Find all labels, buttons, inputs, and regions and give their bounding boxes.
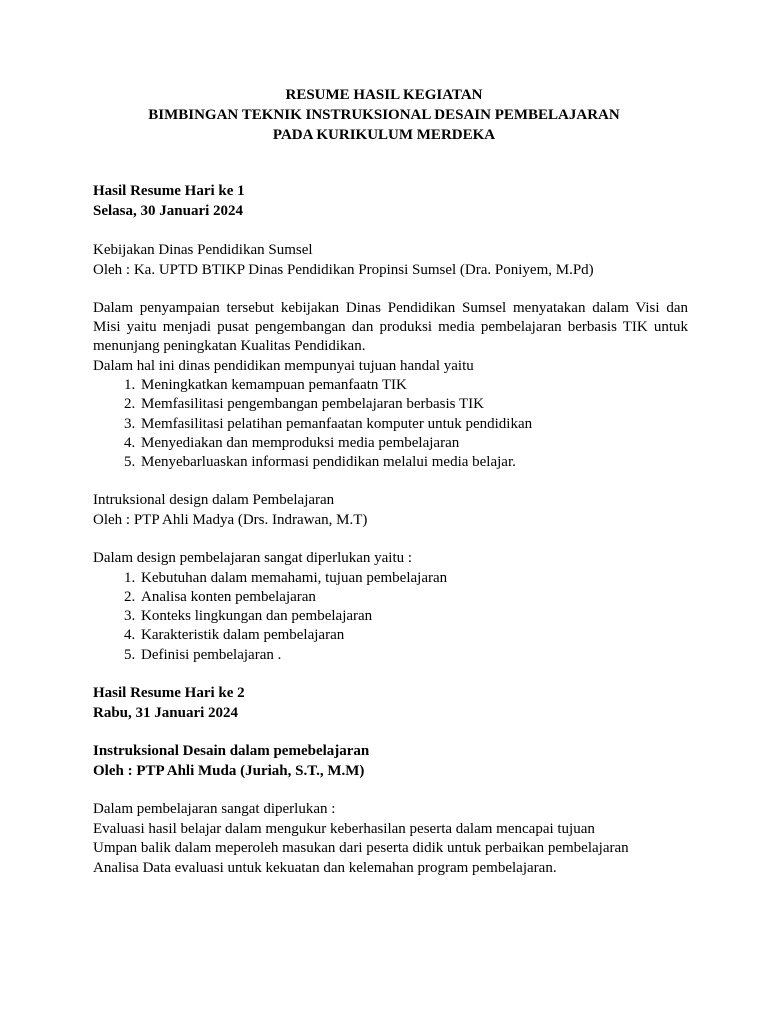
list-item: 3. Memfasilitasi pelatihan pemanfaatan komputer untuk pendidikan [139,415,688,434]
day2-topic1-line: Analisa Data evaluasi untuk kekuatan dan kelemahan program pembelajaran. [93,859,557,876]
title-line-1: RESUME HASIL KEGIATAN [285,87,483,103]
day1-header [93,182,688,221]
day1-topic2-body [93,549,688,665]
day1-date: Selasa, 30 Januari 2024 [93,202,244,219]
day2-header [93,684,688,723]
day1-topic2-intro: Dalam design pembelajaran sangat diperlukan yaitu : [93,550,413,566]
day1-topic2-list [93,569,688,665]
document-title [0,86,768,146]
day1-heading: Hasil Resume Hari ke 1 [93,183,245,199]
day1-topic1-intro: Dalam hal ini dinas pendidikan mempunyai tujuan handal yaitu [93,357,474,374]
day1-topic1-speaker: Oleh : Ka. UPTD BTIKP Dinas Pendidikan Propinsi Sumsel (Dra. Poniyem, M.Pd) [93,261,594,278]
list-item: 4. Karakteristik dalam pembelajaran [139,626,688,645]
list-item: 5. Menyebarluaskan informasi pendidikan melalui media belajar. [139,453,688,472]
day2-date: Rabu, 31 Januari 2024 [93,704,239,721]
list-item: 1. Kebutuhan dalam memahami, tujuan pembelajaran [139,569,688,588]
day2-heading: Hasil Resume Hari ke 2 [93,685,245,701]
day2-topic1-line: Umpan balik dalam meperoleh masukan dari peserta didik untuk perbaikan pembelajaran [93,840,629,856]
day1-topic1-header [93,241,688,280]
title-line-3: PADA KURIKULUM MERDEKA [272,127,496,143]
day1-topic2-speaker: Oleh : PTP Ahli Madya (Drs. Indrawan, M.T) [93,511,368,528]
day1-topic1-title: Kebijakan Dinas Pendidikan Sumsel [93,242,313,258]
list-item: 3. Konteks lingkungan dan pembelajaran [139,607,688,626]
list-item: 5. Definisi pembelajaran . [139,646,688,665]
day2-topic1-header [93,742,688,781]
day1-topic1-list [93,376,688,472]
list-item: 2. Analisa konten pembelajaran [139,588,688,607]
day2-topic1-speaker: Oleh : PTP Ahli Muda (Juriah, S.T., M.M) [93,762,365,779]
day2-topic1-intro: Dalam pembelajaran sangat diperlukan : [93,801,336,817]
list-item: 2. Memfasilitasi pengembangan pembelajaran berbasis TIK [139,395,688,414]
list-item: 1. Meningkatkan kemampuan pemanfaatn TIK [139,376,688,395]
day1-topic1-paragraph: Dalam penyampaian tersebut kebijakan Dinas Pendidikan Sumsel menyatakan dalam Visi dan Misi yaitu menjadi pusat pengembangan dan produksi media pembelajaran berbasis TIK untuk menunjang peningkatan Kualitas Pendidikan. [93,300,688,355]
day1-topic1-body [93,299,688,473]
day2-topic1-line: Evaluasi hasil belajar dalam mengukur keberhasilan peserta dalam mencapai tujuan [93,820,595,837]
list-item: 4. Menyediakan dan memproduksi media pembelajaran [139,434,688,453]
day1-topic2-title: Intruksional design dalam Pembelajaran [93,492,335,508]
day1-topic2-header [93,491,688,530]
title-line-2: BIMBINGAN TEKNIK INSTRUKSIONAL DESAIN PEMBELAJARAN [148,107,620,123]
day2-topic1-body [93,800,688,878]
day2-topic1-title: Instruksional Desain dalam pemebelajaran [93,743,370,759]
